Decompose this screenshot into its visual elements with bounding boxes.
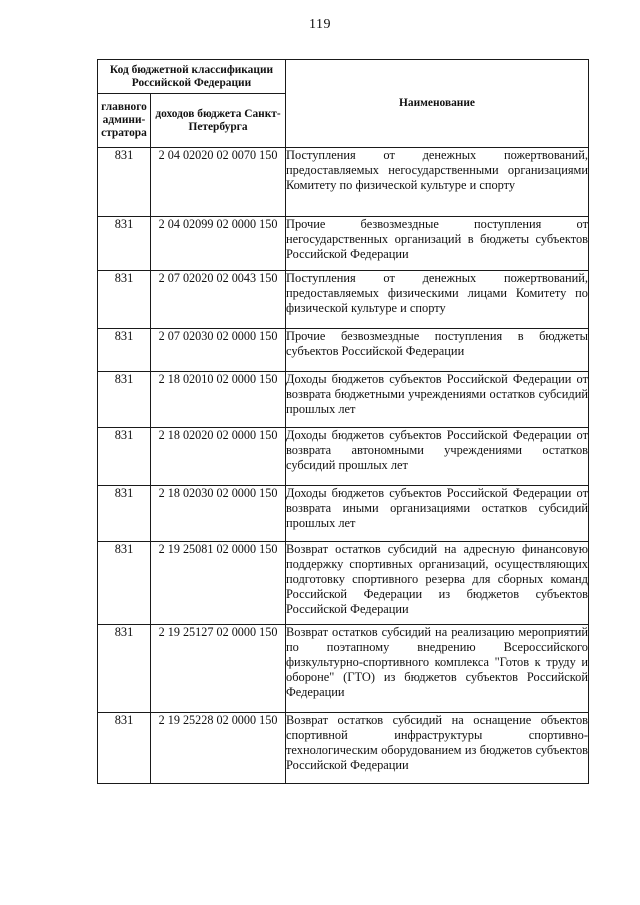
name-cell: Доходы бюджетов субъектов Российской Федерации от возврата иными организациями остатков субсидий прошлых лет [286, 486, 589, 542]
page-number: 119 [309, 17, 331, 32]
table-row [98, 542, 589, 625]
admin-code-cell: 831 [98, 372, 151, 428]
admin-code-cell: 831 [98, 148, 151, 217]
income-code-cell: 2 07 02020 02 0043 150 [151, 271, 286, 329]
header-admin: главного админи-стратора [98, 94, 151, 148]
name-cell: Поступления от денежных пожертвований, предоставляемых физическими лицами Комитету по физической культуре и спорту [286, 271, 589, 329]
table-row [98, 271, 589, 329]
name-cell: Поступления от денежных пожертвований, предоставляемых негосударственными организациями Комитету по физической культуре и спорту [286, 148, 589, 217]
admin-code-cell: 831 [98, 486, 151, 542]
admin-code-cell: 831 [98, 217, 151, 271]
income-code-cell: 2 04 02099 02 0000 150 [151, 217, 286, 271]
admin-code-cell: 831 [98, 625, 151, 713]
name-cell: Доходы бюджетов субъектов Российской Федерации от возврата бюджетными учреждениями остатков субсидий прошлых лет [286, 372, 589, 428]
income-code-cell: 2 18 02030 02 0000 150 [151, 486, 286, 542]
table-header-row [98, 60, 589, 94]
name-cell: Прочие безвозмездные поступления от негосударственных организаций в бюджеты субъектов Российской Федерации [286, 217, 589, 271]
table-row [98, 148, 589, 217]
table-row [98, 329, 589, 372]
table-row [98, 625, 589, 713]
table-row [98, 713, 589, 784]
header-income: доходов бюджета Санкт-Петербурга [151, 94, 286, 148]
table-row [98, 372, 589, 428]
admin-code-cell: 831 [98, 329, 151, 372]
admin-code-cell: 831 [98, 713, 151, 784]
admin-code-cell: 831 [98, 542, 151, 625]
name-cell: Возврат остатков субсидий на оснащение объектов спортивной инфраструктуры спортивно-технологическим оборудованием из бюджетов субъектов Российской Федерации [286, 713, 589, 784]
name-cell: Возврат остатков субсидий на адресную финансовую поддержку спортивных организаций, осуществляющих подготовку спортивного резерва для сборных команд Российской Федерации из бюджетов субъектов Российской Федерации [286, 542, 589, 625]
name-cell: Прочие безвозмездные поступления в бюджеты субъектов Российской Федерации [286, 329, 589, 372]
budget-classification-table [97, 59, 589, 784]
table-row [98, 428, 589, 486]
table-row [98, 217, 589, 271]
admin-code-cell: 831 [98, 271, 151, 329]
income-code-cell: 2 07 02030 02 0000 150 [151, 329, 286, 372]
income-code-cell: 2 18 02010 02 0000 150 [151, 372, 286, 428]
table-row [98, 486, 589, 542]
header-name: Наименование [286, 60, 589, 148]
income-code-cell: 2 04 02020 02 0070 150 [151, 148, 286, 217]
name-cell: Доходы бюджетов субъектов Российской Федерации от возврата автономными учреждениями остатков субсидий прошлых лет [286, 428, 589, 486]
header-code-group: Код бюджетной классификации Российской Федерации [98, 60, 286, 94]
income-code-cell: 2 19 25228 02 0000 150 [151, 713, 286, 784]
name-cell: Возврат остатков субсидий на реализацию мероприятий по поэтапному внедрению Всероссийского физкультурно-спортивного комплекса "Готов к труду и обороне" (ГТО) из бюджетов субъектов Российской Федерации [286, 625, 589, 713]
admin-code-cell: 831 [98, 428, 151, 486]
income-code-cell: 2 18 02020 02 0000 150 [151, 428, 286, 486]
income-code-cell: 2 19 25127 02 0000 150 [151, 625, 286, 713]
income-code-cell: 2 19 25081 02 0000 150 [151, 542, 286, 625]
